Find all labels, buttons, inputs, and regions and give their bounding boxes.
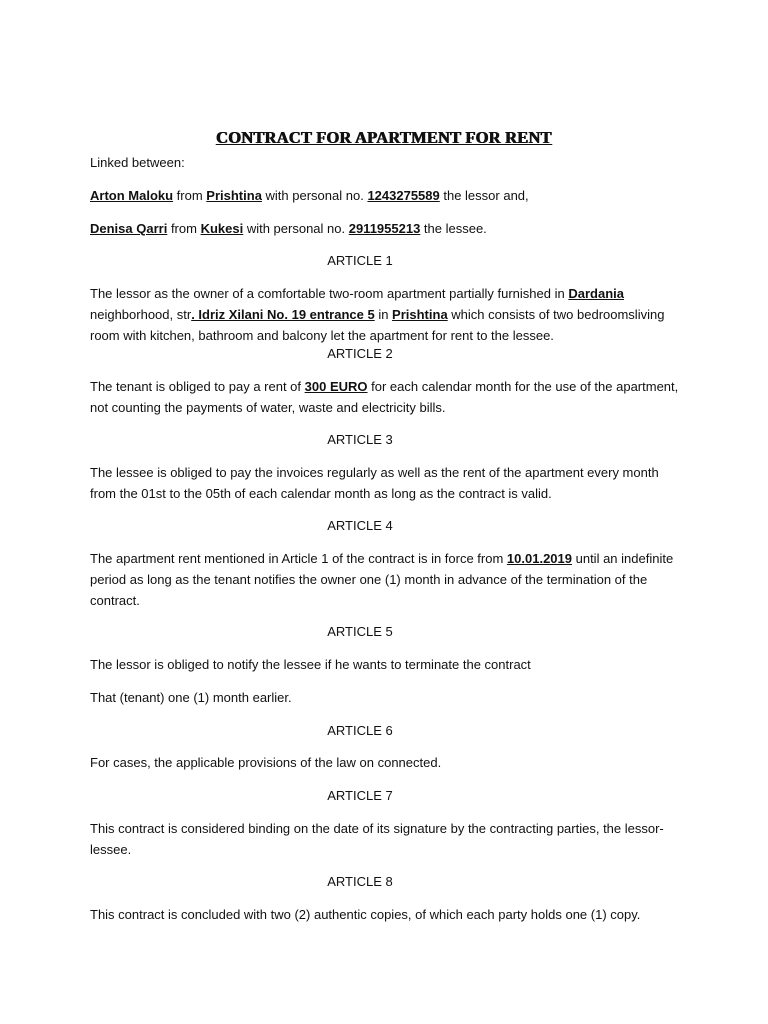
lessee-line — [90, 218, 487, 239]
lessor-line — [90, 185, 529, 206]
linked-between-text: Linked between: — [90, 155, 185, 170]
article-7-heading: ARTICLE 7 — [327, 788, 393, 803]
article-4-text-a: The apartment rent mentioned in Article 1 of the contract is in force from — [90, 551, 507, 566]
article-4-text — [90, 548, 680, 611]
article-2-text-b: for each calendar month for the use of the apartment, not counting the payments of water, waste and electricity bills. — [90, 379, 679, 415]
article-8-text: This contract is concluded with two (2) authentic copies, of which each party holds one (1) copy. — [90, 907, 641, 922]
article-3-heading: ARTICLE 3 — [327, 432, 393, 447]
article-6-heading: ARTICLE 6 — [327, 723, 393, 738]
lessor-city: Prishtina — [206, 188, 262, 203]
lessee-city: Kukesi — [200, 221, 244, 236]
article-5-heading: ARTICLE 5 — [327, 624, 393, 639]
lessor-mid-text: with personal no. — [261, 188, 368, 203]
article-7-text: This contract is considered binding on the date of its signature by the contracting parties, the lessor-lessee. — [90, 821, 664, 857]
article-8-heading: ARTICLE 8 — [327, 874, 393, 889]
lessee-personal-number: 2911955213 — [348, 221, 421, 236]
article-2-text-a: The tenant is obliged to pay a rent of — [90, 379, 305, 394]
article-1-street: . Idriz Xilani No. 19 entrance 5 — [191, 307, 375, 322]
article-5-line-2: That (tenant) one (1) month earlier. — [90, 690, 292, 705]
article-1-text-b: neighborhood, str — [90, 307, 192, 322]
lessor-personal-number: 1243275589 — [367, 188, 440, 203]
article-2-rent: 300 EURO — [304, 379, 368, 394]
document-title: CONTRACT FOR APARTMENT FOR RENT — [216, 128, 552, 147]
lessee-tail-text: the lessee. — [420, 221, 487, 236]
lessor-name: Arton Maloku — [90, 188, 174, 203]
lessee-mid-text: with personal no. — [243, 221, 349, 236]
lessee-name: Denisa Qarri — [90, 221, 168, 236]
article-6-text: For cases, the applicable provisions of the law on connected. — [90, 755, 442, 770]
article-4-date: 10.01.2019 — [506, 551, 572, 566]
article-1-heading: ARTICLE 1 — [327, 253, 393, 268]
article-4-text-b: until an indefinite period as long as the tenant notifies the owner one (1) month in advance of the termination of the contract. — [90, 551, 674, 608]
article-3-text: The lessee is obliged to pay the invoices regularly as well as the rent of the apartment every month from the 01st to the 05th of each calendar month as long as the contract is valid. — [90, 465, 659, 501]
lessor-from-text: from — [173, 188, 207, 203]
article-1-text-d: which consists of two bedroomsliving room with kitchen, bathroom and balcony let the apartment for rent to the lessee. — [90, 307, 665, 343]
article-1-city: Prishtina — [392, 307, 448, 322]
article-2-heading: ARTICLE 2 — [327, 346, 393, 361]
article-1-neighborhood: Dardania — [568, 286, 624, 301]
lessor-tail-text: the lessor and, — [439, 188, 529, 203]
article-1-text-a: The lessor as the owner of a comfortable two-room apartment partially furnished in — [90, 286, 569, 301]
article-2-text — [90, 376, 680, 418]
article-5-line-1: The lessor is obliged to notify the lessee if he wants to terminate the contract — [90, 657, 531, 672]
article-4-heading: ARTICLE 4 — [327, 518, 393, 533]
article-1-text — [90, 283, 680, 346]
article-1-text-c: in — [374, 307, 393, 322]
lessee-from-text: from — [167, 221, 201, 236]
